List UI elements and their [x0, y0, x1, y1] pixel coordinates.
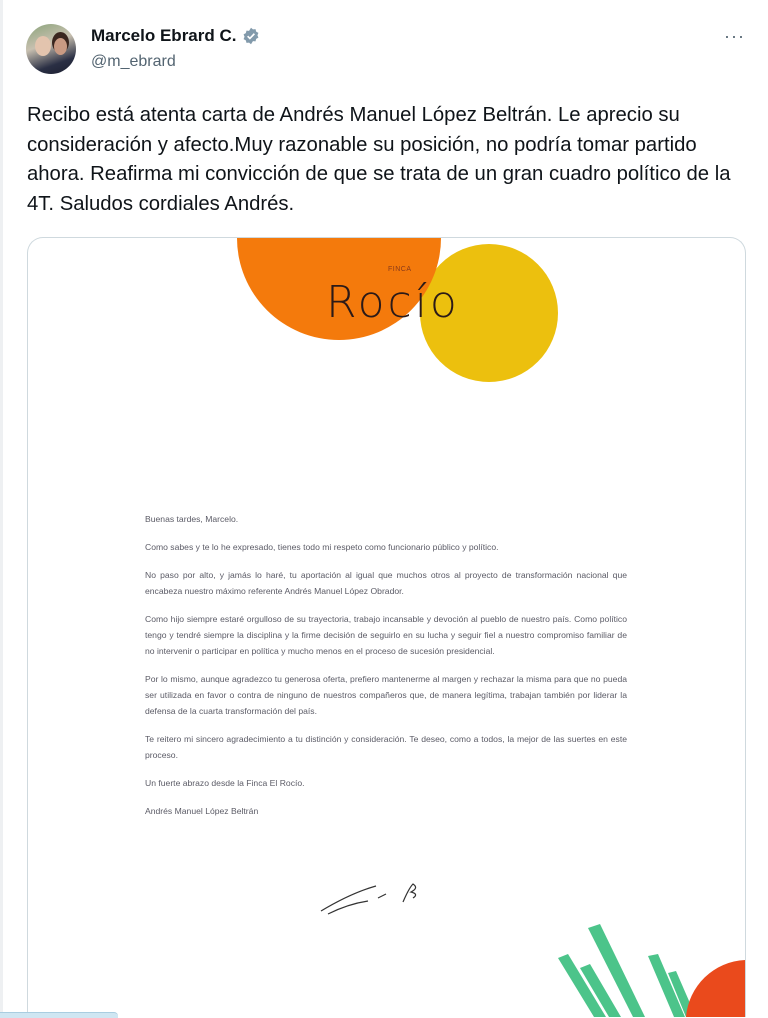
tweet-text: Recibo está atenta carta de Andrés Manuel López Beltrán. Le aprecio su consideración y afecto.Muy razonable su posición, no podría tomar partido ahora. Reafirma mi convicción de que se trata de un gran cuadro político de la 4T. Saludos cordiales Andrés. — [27, 104, 731, 215]
letter-paragraph: Por lo mismo, aunque agradezco tu generosa oferta, prefiero mantenerme al margen y rechazar la misma para que no pueda ser utilizada en favor o contra de ninguno de nuestros compañeros que, de manera legítima, trabajan también por liderar la defensa de la cuarta transformación del país. — [145, 674, 627, 716]
letter-paragraph: Buenas tardes, Marcelo. — [145, 514, 239, 524]
attached-letter-image[interactable] — [27, 237, 746, 1017]
letter-paragraph: Como sabes y te lo he expresado, tienes todo mi respeto como funcionario público y político. — [145, 542, 499, 552]
author-name-text: Marcelo Ebrard C. — [91, 26, 237, 45]
letter-paragraph: No paso por alto, y jamás lo haré, tu aportación al igual que muchos otros al proyecto de transformación nacional que encabeza nuestro máximo referente Andrés Manuel López Obrador. — [145, 570, 627, 596]
signature — [321, 884, 416, 914]
verified-badge-icon — [242, 27, 260, 45]
letter-signer: Andrés Manuel López Beltrán — [145, 806, 259, 816]
avatar[interactable] — [26, 24, 76, 74]
letter-paragraph: Un fuerte abrazo desde la Finca El Rocío. — [145, 778, 305, 788]
letter-body — [145, 511, 627, 831]
letter-paragraph: Te reitero mi sincero agradecimiento a tu distinción y consideración. Te deseo, como a todos, la mejor de las suertes en este proceso. — [145, 734, 627, 760]
green-strokes — [558, 924, 696, 1017]
logo-finca: FINCA — [388, 266, 412, 273]
thread-line — [0, 0, 3, 1012]
logo-rocio: Rocío — [326, 277, 460, 328]
red-circle — [686, 960, 745, 1017]
author-handle[interactable]: @m_ebrard — [91, 53, 176, 70]
more-options-icon[interactable]: ··· — [724, 26, 745, 46]
author-name[interactable] — [91, 26, 260, 46]
letter-paragraph: Como hijo siempre estaré orgulloso de su trayectoria, trabajo incansable y devoción al pueblo de nuestro país. Como político tengo y tendré siempre la disciplina y la firme decisión de seguirlo en su lucha y seguir fiel a nuestro compromiso familiar de no intervenir o participar en política y mucho menos en el proceso de sucesión presidencial. — [145, 614, 627, 656]
bottom-overlay-bar — [0, 1012, 118, 1018]
